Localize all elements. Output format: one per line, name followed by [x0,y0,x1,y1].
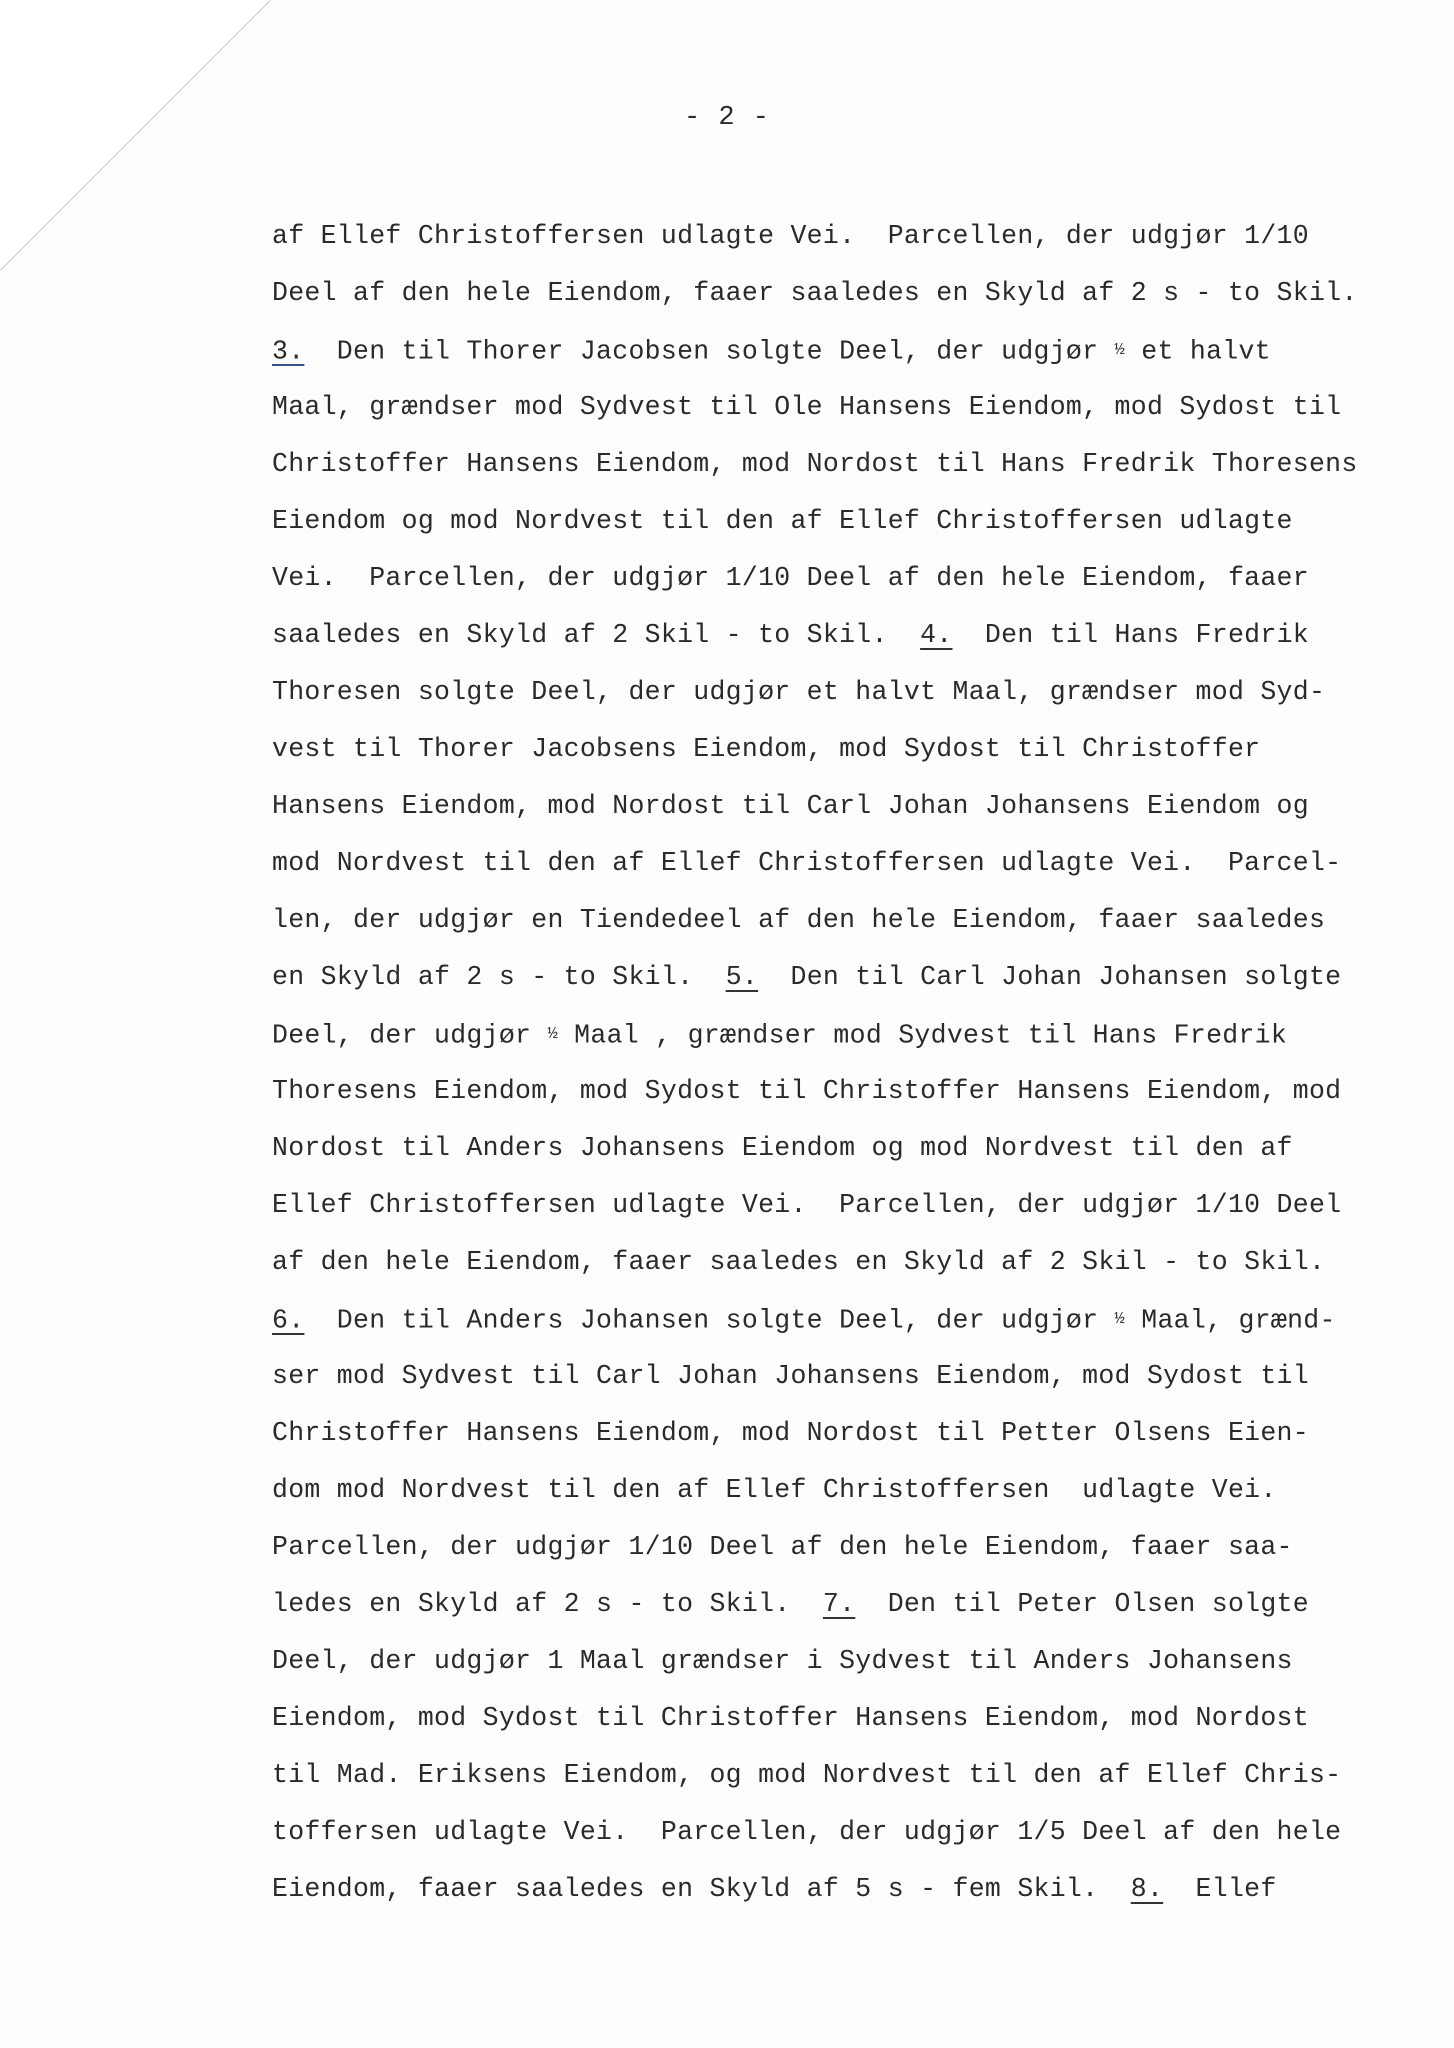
section-number: 4. [920,620,953,650]
text-segment: Den til Anders Johansen solgte Deel, der udgjør [304,1305,1115,1336]
text-line [272,721,1432,778]
text-line [272,1348,1432,1405]
fraction-half: ½ [547,1025,558,1044]
text-line [272,949,1432,1006]
text-segment: Nordost til Anders Johansens Eiendom og mod Nordvest til den af [272,1133,1293,1163]
text-segment: len, der udgjør en Tiendedeel af den hele Eiendom, faaer saaledes [272,905,1326,935]
text-segment: Den til Thorer Jacobsen solgte Deel, der udgjør [304,336,1115,367]
text-segment: Ellef [1163,1874,1277,1904]
text-segment: dom mod Nordvest til den af Ellef Christoffersen udlagte Vei. [272,1475,1277,1505]
section-number: 5. [725,962,759,992]
text-line [272,892,1432,949]
text-segment: Den til Hans Fredrik [952,620,1309,650]
text-line [272,1462,1432,1519]
page-number: - 2 - [683,103,770,133]
text-segment: Christoffer Hansens Eiendom, mod Nordost til Petter Olsens Eien- [272,1418,1309,1448]
text-segment: Den til Peter Olsen solgte [855,1589,1309,1619]
text-line [272,379,1432,436]
text-segment: ser mod Sydvest til Carl Johan Johansens Eiendom, mod Sydost til [272,1361,1309,1391]
document-body-text [272,208,1432,1918]
text-line [272,1690,1432,1747]
text-segment: Vei. Parcellen, der udgjør 1/10 Deel af den hele Eiendom, faaer [272,563,1309,593]
section-number: 7. [822,1589,856,1619]
text-segment: ledes en Skyld af 2 s - to Skil. [272,1589,823,1619]
text-line [272,322,1432,379]
text-segment: Deel, der udgjør 1 Maal grændser i Sydvest til Anders Johansens [272,1646,1293,1676]
text-line [272,1291,1432,1348]
text-segment: Eiendom, faaer saaledes en Skyld af 5 s - fem Skil. [272,1874,1131,1904]
text-line [272,1804,1432,1861]
text-segment: Eiendom, mod Sydost til Christoffer Hansens Eiendom, mod Nordost [272,1703,1309,1733]
text-segment: et halvt [1125,336,1271,367]
text-line [272,1234,1432,1291]
text-segment: Christoffer Hansens Eiendom, mod Nordost til Hans Fredrik Thoresens [272,449,1358,479]
text-segment: Hansens Eiendom, mod Nordost til Carl Johan Johansens Eiendom og [272,791,1309,821]
text-segment: Deel af den hele Eiendom, faaer saaledes en Skyld af 2 s - to Skil. [272,278,1358,308]
fraction-half: ½ [1114,1310,1126,1329]
text-line [272,1177,1432,1234]
text-segment: vest til Thorer Jacobsens Eiendom, mod Sydost til Christoffer [272,734,1261,764]
text-line [272,436,1432,493]
text-line [272,1519,1432,1576]
text-line [272,607,1432,664]
text-line [272,265,1432,322]
text-line [272,1120,1432,1177]
text-line [272,778,1432,835]
text-segment: Den til Carl Johan Johansen solgte [758,962,1342,992]
section-number: 8. [1130,1874,1164,1904]
text-segment: Maal , grændser mod Sydvest til Hans Fredrik [557,1020,1288,1051]
text-segment: af Ellef Christoffersen udlagte Vei. Parcellen, der udgjør 1/10 [272,221,1309,251]
text-line [272,1576,1432,1633]
text-segment: Deel, der udgjør [272,1020,548,1051]
text-segment: Maal, grænd- [1125,1305,1336,1336]
text-segment: Thoresens Eiendom, mod Sydost til Christoffer Hansens Eiendom, mod [272,1076,1342,1106]
text-segment: af den hele Eiendom, faaer saaledes en Skyld af 2 Skil - to Skil. [272,1247,1326,1277]
text-segment: til Mad. Eriksens Eiendom, og mod Nordvest til den af Ellef Chris- [272,1760,1342,1790]
text-segment: saaledes en Skyld af 2 Skil - to Skil. [272,620,921,650]
section-number: 3. [272,336,305,367]
text-line [272,835,1432,892]
text-segment: Maal, grændser mod Sydvest til Ole Hansens Eiendom, mod Sydost til [272,392,1342,422]
text-segment: Parcellen, der udgjør 1/10 Deel af den hele Eiendom, faaer saa- [272,1532,1293,1562]
text-line [272,1006,1432,1063]
fraction-half: ½ [1114,341,1126,360]
text-line [272,208,1432,265]
text-segment: Thoresen solgte Deel, der udgjør et halvt Maal, grændser mod Syd- [272,677,1326,707]
text-line [272,1861,1432,1918]
text-line [272,493,1432,550]
text-segment: en Skyld af 2 s - to Skil. [272,962,726,992]
text-segment: toffersen udlagte Vei. Parcellen, der udgjør 1/5 Deel af den hele [272,1817,1342,1847]
text-line [272,664,1432,721]
text-segment: Eiendom og mod Nordvest til den af Ellef Christoffersen udlagte [272,506,1293,536]
text-line [272,1063,1432,1120]
text-line [272,1747,1432,1804]
text-line [272,550,1432,607]
text-line [272,1405,1432,1462]
section-number: 6. [272,1305,305,1336]
text-line [272,1633,1432,1690]
text-segment: Ellef Christoffersen udlagte Vei. Parcellen, der udgjør 1/10 Deel [272,1190,1342,1220]
text-segment: mod Nordvest til den af Ellef Christoffersen udlagte Vei. Parcel- [272,848,1342,878]
